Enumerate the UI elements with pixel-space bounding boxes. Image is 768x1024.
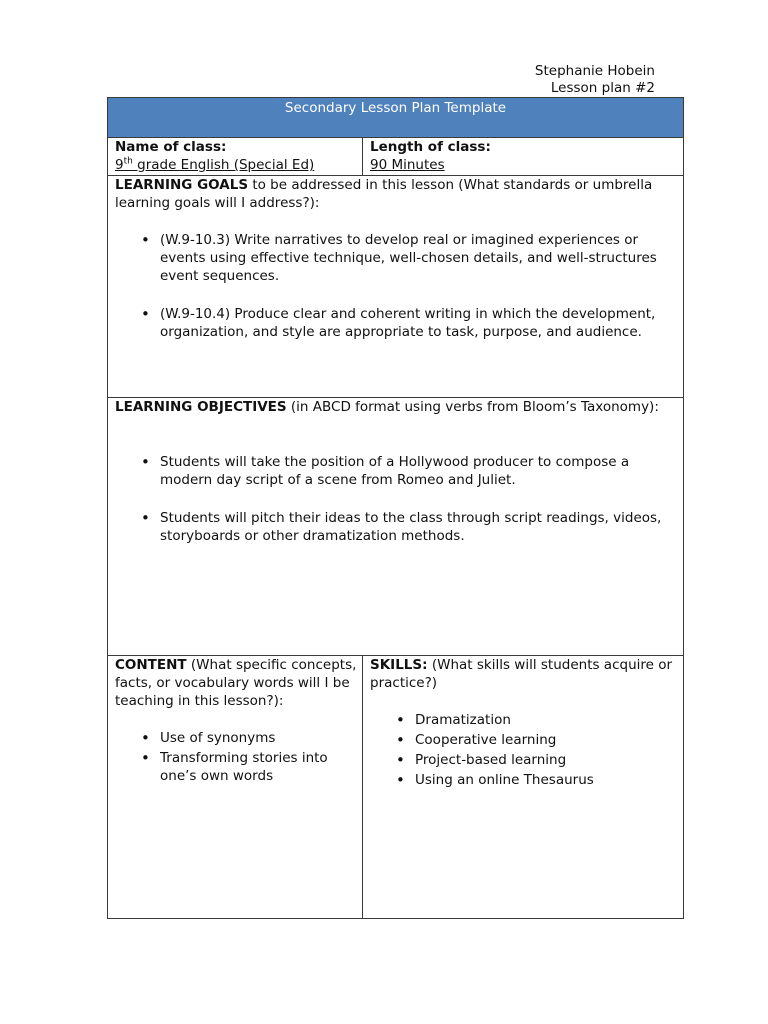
content-intro: CONTENT (What specific concepts, facts, or vocabulary words will I be teaching in this lesson?): (115, 657, 357, 709)
list-item: • Transforming stories into one’s own words (115, 749, 358, 785)
skills-cell (370, 656, 675, 789)
list-item: • Using an online Thesaurus (370, 771, 675, 789)
class-name-value: 9th grade English (Special Ed) (115, 156, 315, 173)
document-header (535, 63, 655, 97)
skills-intro: SKILLS: (What skills will students acquire or practice?) (370, 657, 673, 691)
list-item: • Students will pitch their ideas to the class through script readings, videos, storyboards or other dramatization methods. (115, 509, 677, 545)
content-list (115, 729, 358, 785)
list-item: • Students will take the position of a Hollywood producer to compose a modern day script of a scene from Romeo and Juliet. (115, 453, 677, 489)
class-name-cell (115, 138, 360, 174)
list-item: • Project-based learning (370, 751, 675, 769)
page-title: Secondary Lesson Plan Template (108, 98, 683, 138)
list-item: • (W.9-10.4) Produce clear and coherent writing in which the development, organization, and style are appropriate to task, purpose, and audience. (115, 305, 677, 341)
skills-list (370, 711, 675, 789)
class-length-label: Length of class: (370, 139, 491, 155)
class-name-label: Name of class: (115, 139, 227, 155)
learning-goals-intro: LEARNING GOALS to be addressed in this lesson (What standards or umbrella learning goals will I address?): (115, 177, 653, 211)
content-cell (115, 656, 358, 785)
learning-objectives-cell (115, 398, 677, 545)
list-item: • Use of synonyms (115, 729, 358, 747)
learning-goals-cell (115, 176, 677, 341)
learning-objectives-intro: LEARNING OBJECTIVES (in ABCD format using verbs from Bloom’s Taxonomy): (115, 399, 659, 415)
lesson-plan-table (107, 97, 684, 919)
learning-objectives-list (115, 453, 677, 545)
author-name: Stephanie Hobein (534, 63, 655, 79)
divider (362, 138, 363, 175)
lesson-plan-number: Lesson plan #2 (550, 80, 655, 96)
list-item: • (W.9-10.3) Write narratives to develop real or imagined experiences or events using effective technique, well-chosen details, and well-structures event sequences. (115, 231, 677, 285)
class-length-cell (370, 138, 675, 174)
class-length-value: 90 Minutes (370, 157, 445, 173)
divider (362, 656, 363, 918)
learning-goals-list (115, 231, 677, 341)
list-item: • Dramatization (370, 711, 675, 729)
list-item: • Cooperative learning (370, 731, 675, 749)
